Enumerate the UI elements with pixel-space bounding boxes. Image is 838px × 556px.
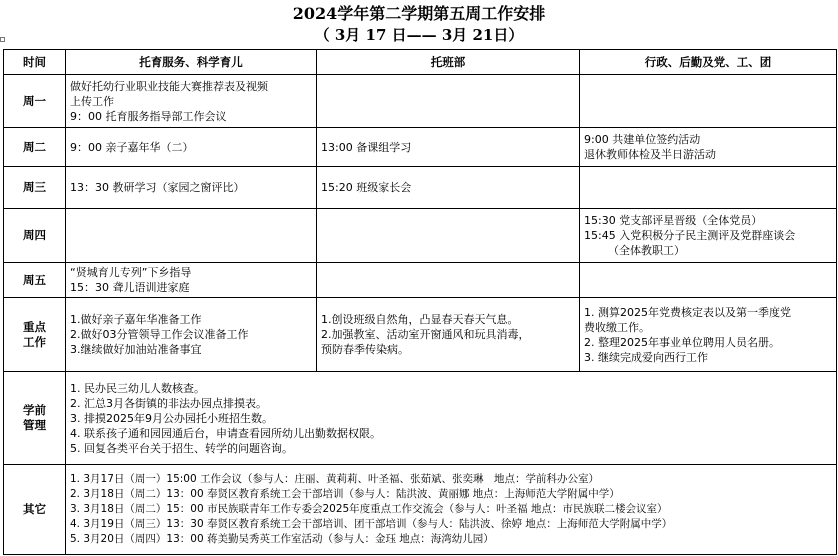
header-childcare-service: 托育服务、科学育儿 [66, 50, 317, 75]
schedule-table [3, 49, 837, 555]
cell-line: 上传工作 [70, 94, 114, 108]
cell-line: 1. 测算2025年党费核定表以及第一季度党 [584, 305, 791, 319]
day-label: 周五 [4, 263, 66, 298]
row-monday [4, 75, 837, 128]
cell-line: （全体教职工） [608, 244, 685, 257]
cell-admin [580, 128, 837, 167]
cell-line: 1.创设班级自然角，凸显春天春天气息。 [321, 313, 519, 326]
cell-line: 3.继续做好加油站准备事宜 [70, 343, 202, 356]
cell-nursery [317, 167, 580, 209]
cell-admin [580, 209, 837, 263]
day-label: 周三 [4, 167, 66, 209]
cell-admin [580, 167, 837, 209]
cell-line: 15：30 聋儿语训进家庭 [70, 281, 190, 294]
cell-line: “贤城育儿专列”下乡指导 [70, 266, 192, 279]
row-thursday [4, 209, 837, 263]
day-label: 周一 [4, 75, 66, 128]
day-label [4, 372, 66, 465]
cell-nursery [317, 209, 580, 263]
cell-line: 15:30 党支部评星晋级（全体党员） [584, 214, 763, 227]
cell-admin [580, 263, 837, 298]
cell-nursery [317, 263, 580, 298]
key-work-label: 重点工作 [23, 319, 46, 349]
cell-other-items [66, 465, 837, 555]
cell-line: 13:00 备课组学习 [321, 140, 412, 154]
row-friday [4, 263, 837, 298]
day-label: 周四 [4, 209, 66, 263]
preschool-label: 学前管理 [23, 403, 46, 432]
row-other [4, 465, 837, 555]
cell-childcare [66, 298, 317, 372]
cell-line: 15:45 入党积极分子民主测评及党群座谈会 [584, 229, 796, 242]
cell-line: 4. 3月19日（周三）13：30 奉贤区教育系统工会干部培训、团干部培训（参与人：陆洪波、徐婷 地点：上海师范大学附属中学） [70, 518, 673, 530]
header-nursery-class: 托班部 [317, 50, 580, 75]
cell-line: 3. 排摸2025年9月公办园托小班招生数。 [70, 411, 273, 425]
cell-childcare [66, 128, 317, 167]
cell-line: 1. 3月17日（周一）15:00 工作会议（参与人：庄丽、黄莉莉、叶圣福、张茹斌、张奕琳 地点：学前科办公室） [70, 473, 599, 485]
row-tuesday [4, 128, 837, 167]
cell-admin [580, 75, 837, 128]
cell-line: 做好托幼行业职业技能大赛推荐表及视频 [70, 79, 268, 93]
cell-line: 2. 3月18日（周二）13：00 奉贤区教育系统工会干部培训（参与人：陆洪波、黄丽娜 地点：上海师范大学附属中学） [70, 488, 620, 500]
cell-line: 9:00 共建单位签约活动 [584, 133, 701, 146]
row-wednesday [4, 167, 837, 209]
cell-childcare [66, 167, 317, 209]
cell-line: 3. 3月18日（周二）15：00 市民族联青年工作专委会2025年度重点工作交流会（参与人：叶圣福 地点：市民族联二楼会议室） [70, 503, 668, 515]
day-label: 其它 [4, 465, 66, 555]
cell-line: 预防春季传染病。 [321, 343, 409, 356]
cell-line: 2.加强教室、活动室开窗通风和玩具消毒， [321, 328, 530, 341]
cell-line: 3. 继续完成爱向西行工作 [584, 350, 708, 364]
row-preschool-management [4, 372, 837, 465]
cell-line: 2. 汇总3月各街镇的非法办园点排摸表。 [70, 396, 267, 410]
cell-line: 4. 联系孩子通和园园通后台，申请查看园所幼儿出勤数据权限。 [70, 426, 381, 440]
cell-admin [580, 298, 837, 372]
cell-nursery [317, 298, 580, 372]
table-corner-marker [0, 37, 5, 42]
cell-childcare [66, 209, 317, 263]
header-admin-logistics: 行政、后勤及党、工、团 [580, 50, 837, 75]
row-key-work [4, 298, 837, 372]
cell-nursery [317, 128, 580, 167]
cell-line: 5. 回复各类平台关于招生、转学的问题咨询。 [70, 441, 293, 455]
date-range-subtitle: （ 3月 17 日—— 3月 21日） [314, 26, 524, 44]
cell-line: 1. 民办民三幼儿人数核查。 [70, 381, 205, 395]
day-label [4, 298, 66, 372]
cell-childcare [66, 263, 317, 298]
page-title: 2024学年第二学期第五周工作安排 [292, 4, 546, 23]
cell-line: 费收缴工作。 [584, 320, 650, 334]
day-label: 周二 [4, 128, 66, 167]
header-row [4, 50, 837, 75]
cell-line: 1.做好亲子嘉年华准备工作 [70, 313, 202, 326]
cell-line: 9：00 托育服务指导部工作会议 [70, 109, 227, 123]
cell-line: 5. 3月20日（周四）13：00 蒋美勤吴秀英工作室活动（参与人：金珏 地点：海湾幼儿园） [70, 533, 494, 545]
header-time: 时间 [4, 50, 66, 75]
cell-line: 9：00 亲子嘉年华（二） [70, 140, 194, 154]
cell-preschool-items [66, 372, 837, 465]
cell-line: 2. 整理2025年事业单位聘用人员名册。 [584, 335, 780, 349]
cell-nursery [317, 75, 580, 128]
cell-line: 2.做好03分管领导工作会议准备工作 [70, 328, 249, 341]
cell-line: 退休教师体检及半日游活动 [584, 148, 716, 161]
cell-line: 15:20 班级家长会 [321, 181, 412, 194]
cell-childcare [66, 75, 317, 128]
cell-line: 13：30 教研学习（家园之窗评比） [70, 181, 245, 194]
